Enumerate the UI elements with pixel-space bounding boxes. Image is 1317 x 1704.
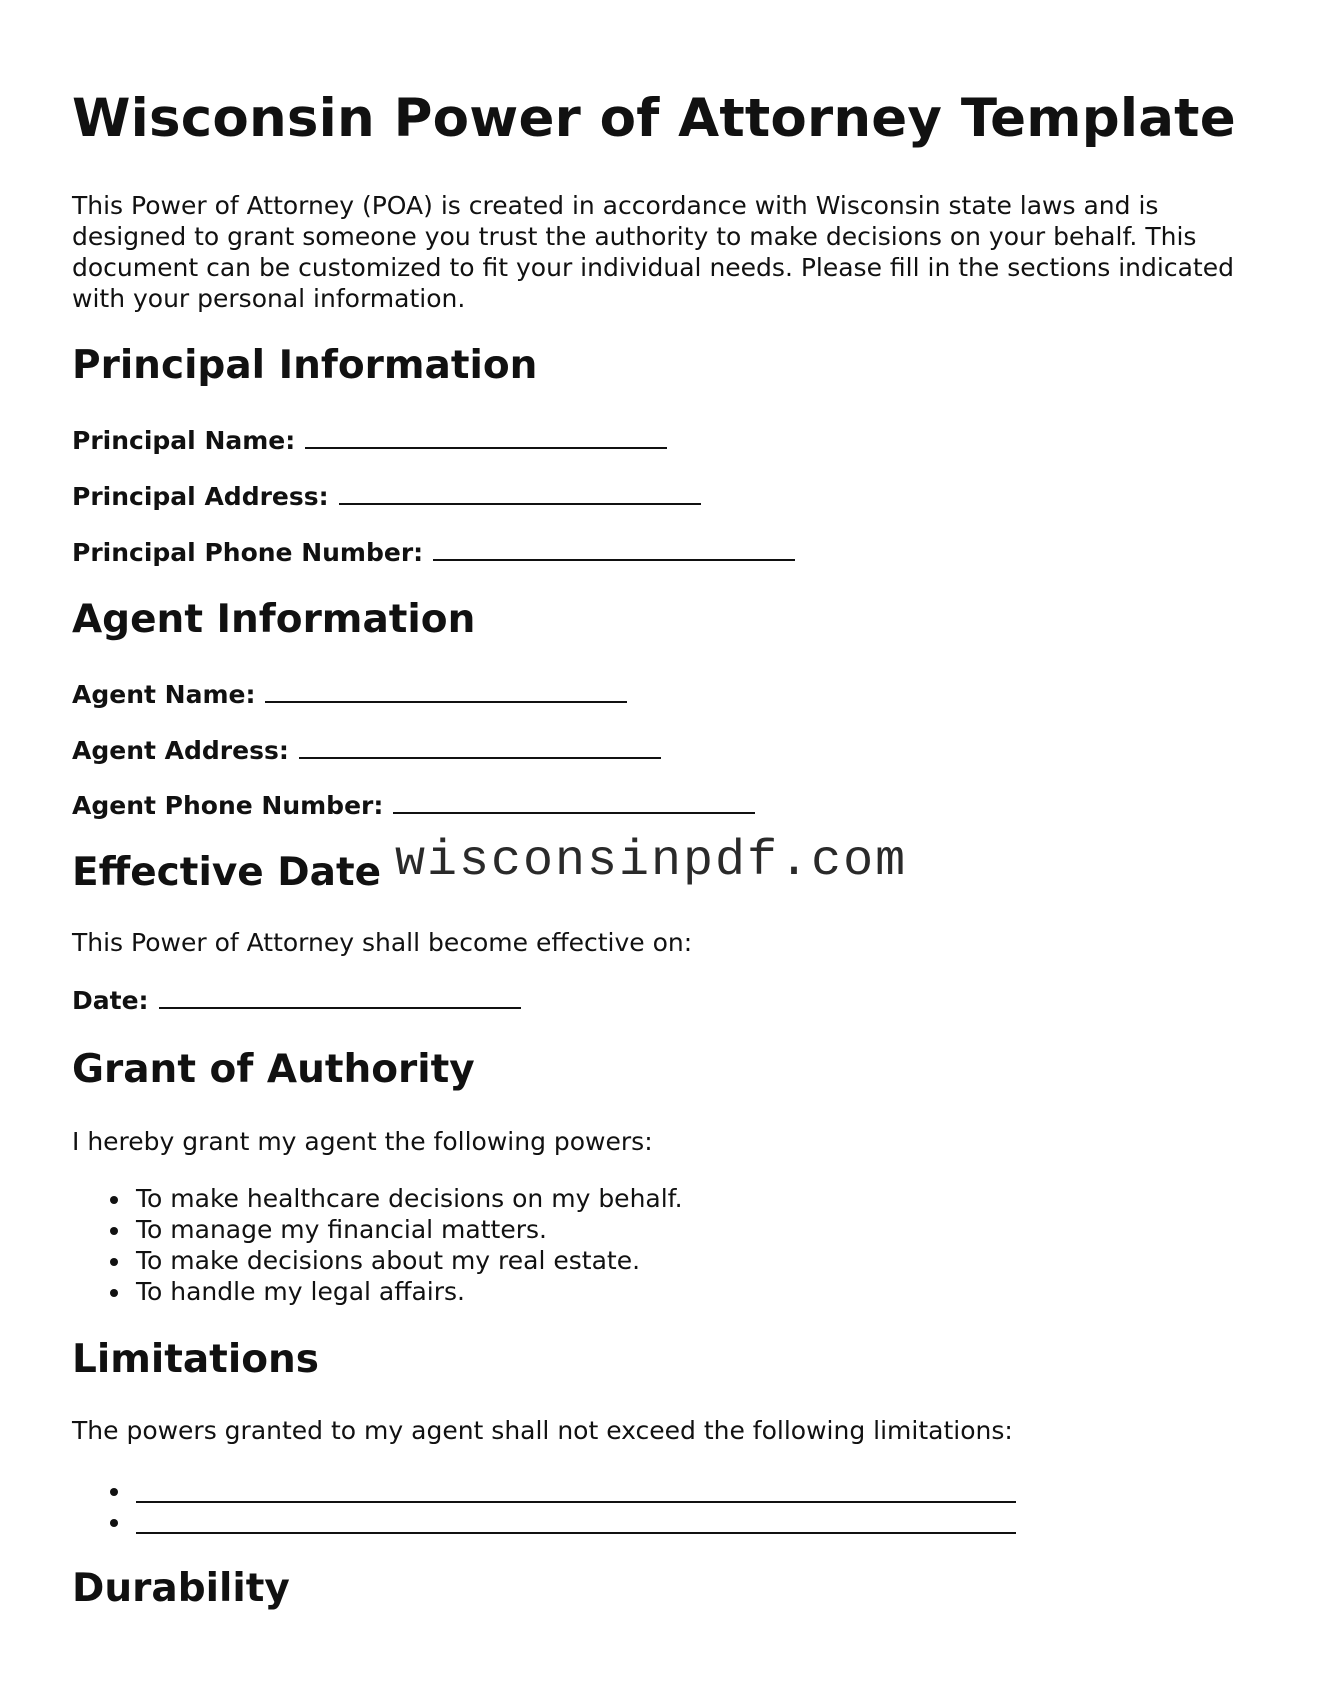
list-item: To make decisions about my real estate. (136, 1245, 683, 1276)
watermark: wisconsinpdf.com (395, 833, 908, 890)
principal-name-label: Principal Name: (72, 426, 296, 455)
principal-heading: Principal Information (72, 343, 538, 388)
agent-phone-label: Agent Phone Number: (72, 791, 384, 820)
powers-list (72, 1183, 683, 1307)
agent-address-label: Agent Address: (72, 736, 289, 765)
principal-name-field (72, 425, 667, 456)
agent-name-field (72, 679, 627, 710)
effective-date-heading: Effective Date (72, 850, 382, 895)
limitations-text: The powers granted to my agent shall not exceed the following limitations: (72, 1416, 1013, 1445)
effective-date-text: This Power of Attorney shall become effective on: (72, 928, 693, 957)
durability-heading: Durability (72, 1566, 290, 1611)
principal-address-label: Principal Address: (72, 482, 329, 511)
principal-name-blank[interactable] (305, 425, 667, 449)
agent-name-label: Agent Name: (72, 680, 256, 709)
intro-paragraph: This Power of Attorney (POA) is created in accordance with Wisconsin state laws and is designed to grant someone you trust the authority to make decisions on your behalf. This document can be customized to fit your individual needs. Please fill in the sections indicated with your personal information. (72, 191, 1234, 313)
agent-name-blank[interactable] (265, 679, 627, 703)
agent-address-field (72, 735, 661, 766)
principal-phone-field (72, 537, 795, 568)
limitations-list (72, 1475, 136, 1537)
agent-phone-field (72, 790, 755, 821)
list-item: To make healthcare decisions on my behalf. (136, 1184, 683, 1213)
list-item: To manage my financial matters. (136, 1214, 683, 1245)
principal-phone-blank[interactable] (433, 537, 795, 561)
limitations-heading: Limitations (72, 1337, 319, 1382)
agent-phone-blank[interactable] (393, 790, 755, 814)
effective-date-field (72, 985, 521, 1016)
principal-address-blank[interactable] (339, 481, 701, 505)
limitation-blank[interactable] (136, 1532, 1016, 1534)
principal-address-field (72, 481, 701, 512)
grant-heading: Grant of Authority (72, 1047, 475, 1092)
effective-date-label: Date: (72, 986, 149, 1015)
principal-phone-label: Principal Phone Number: (72, 538, 424, 567)
limitation-blank[interactable] (136, 1501, 1016, 1503)
agent-heading: Agent Information (72, 597, 476, 642)
document-title: Wisconsin Power of Attorney Template (72, 88, 1236, 149)
grant-text: I hereby grant my agent the following powers: (72, 1127, 653, 1156)
agent-address-blank[interactable] (299, 735, 661, 759)
list-item: To handle my legal affairs. (136, 1276, 683, 1307)
effective-date-blank[interactable] (159, 985, 521, 1009)
